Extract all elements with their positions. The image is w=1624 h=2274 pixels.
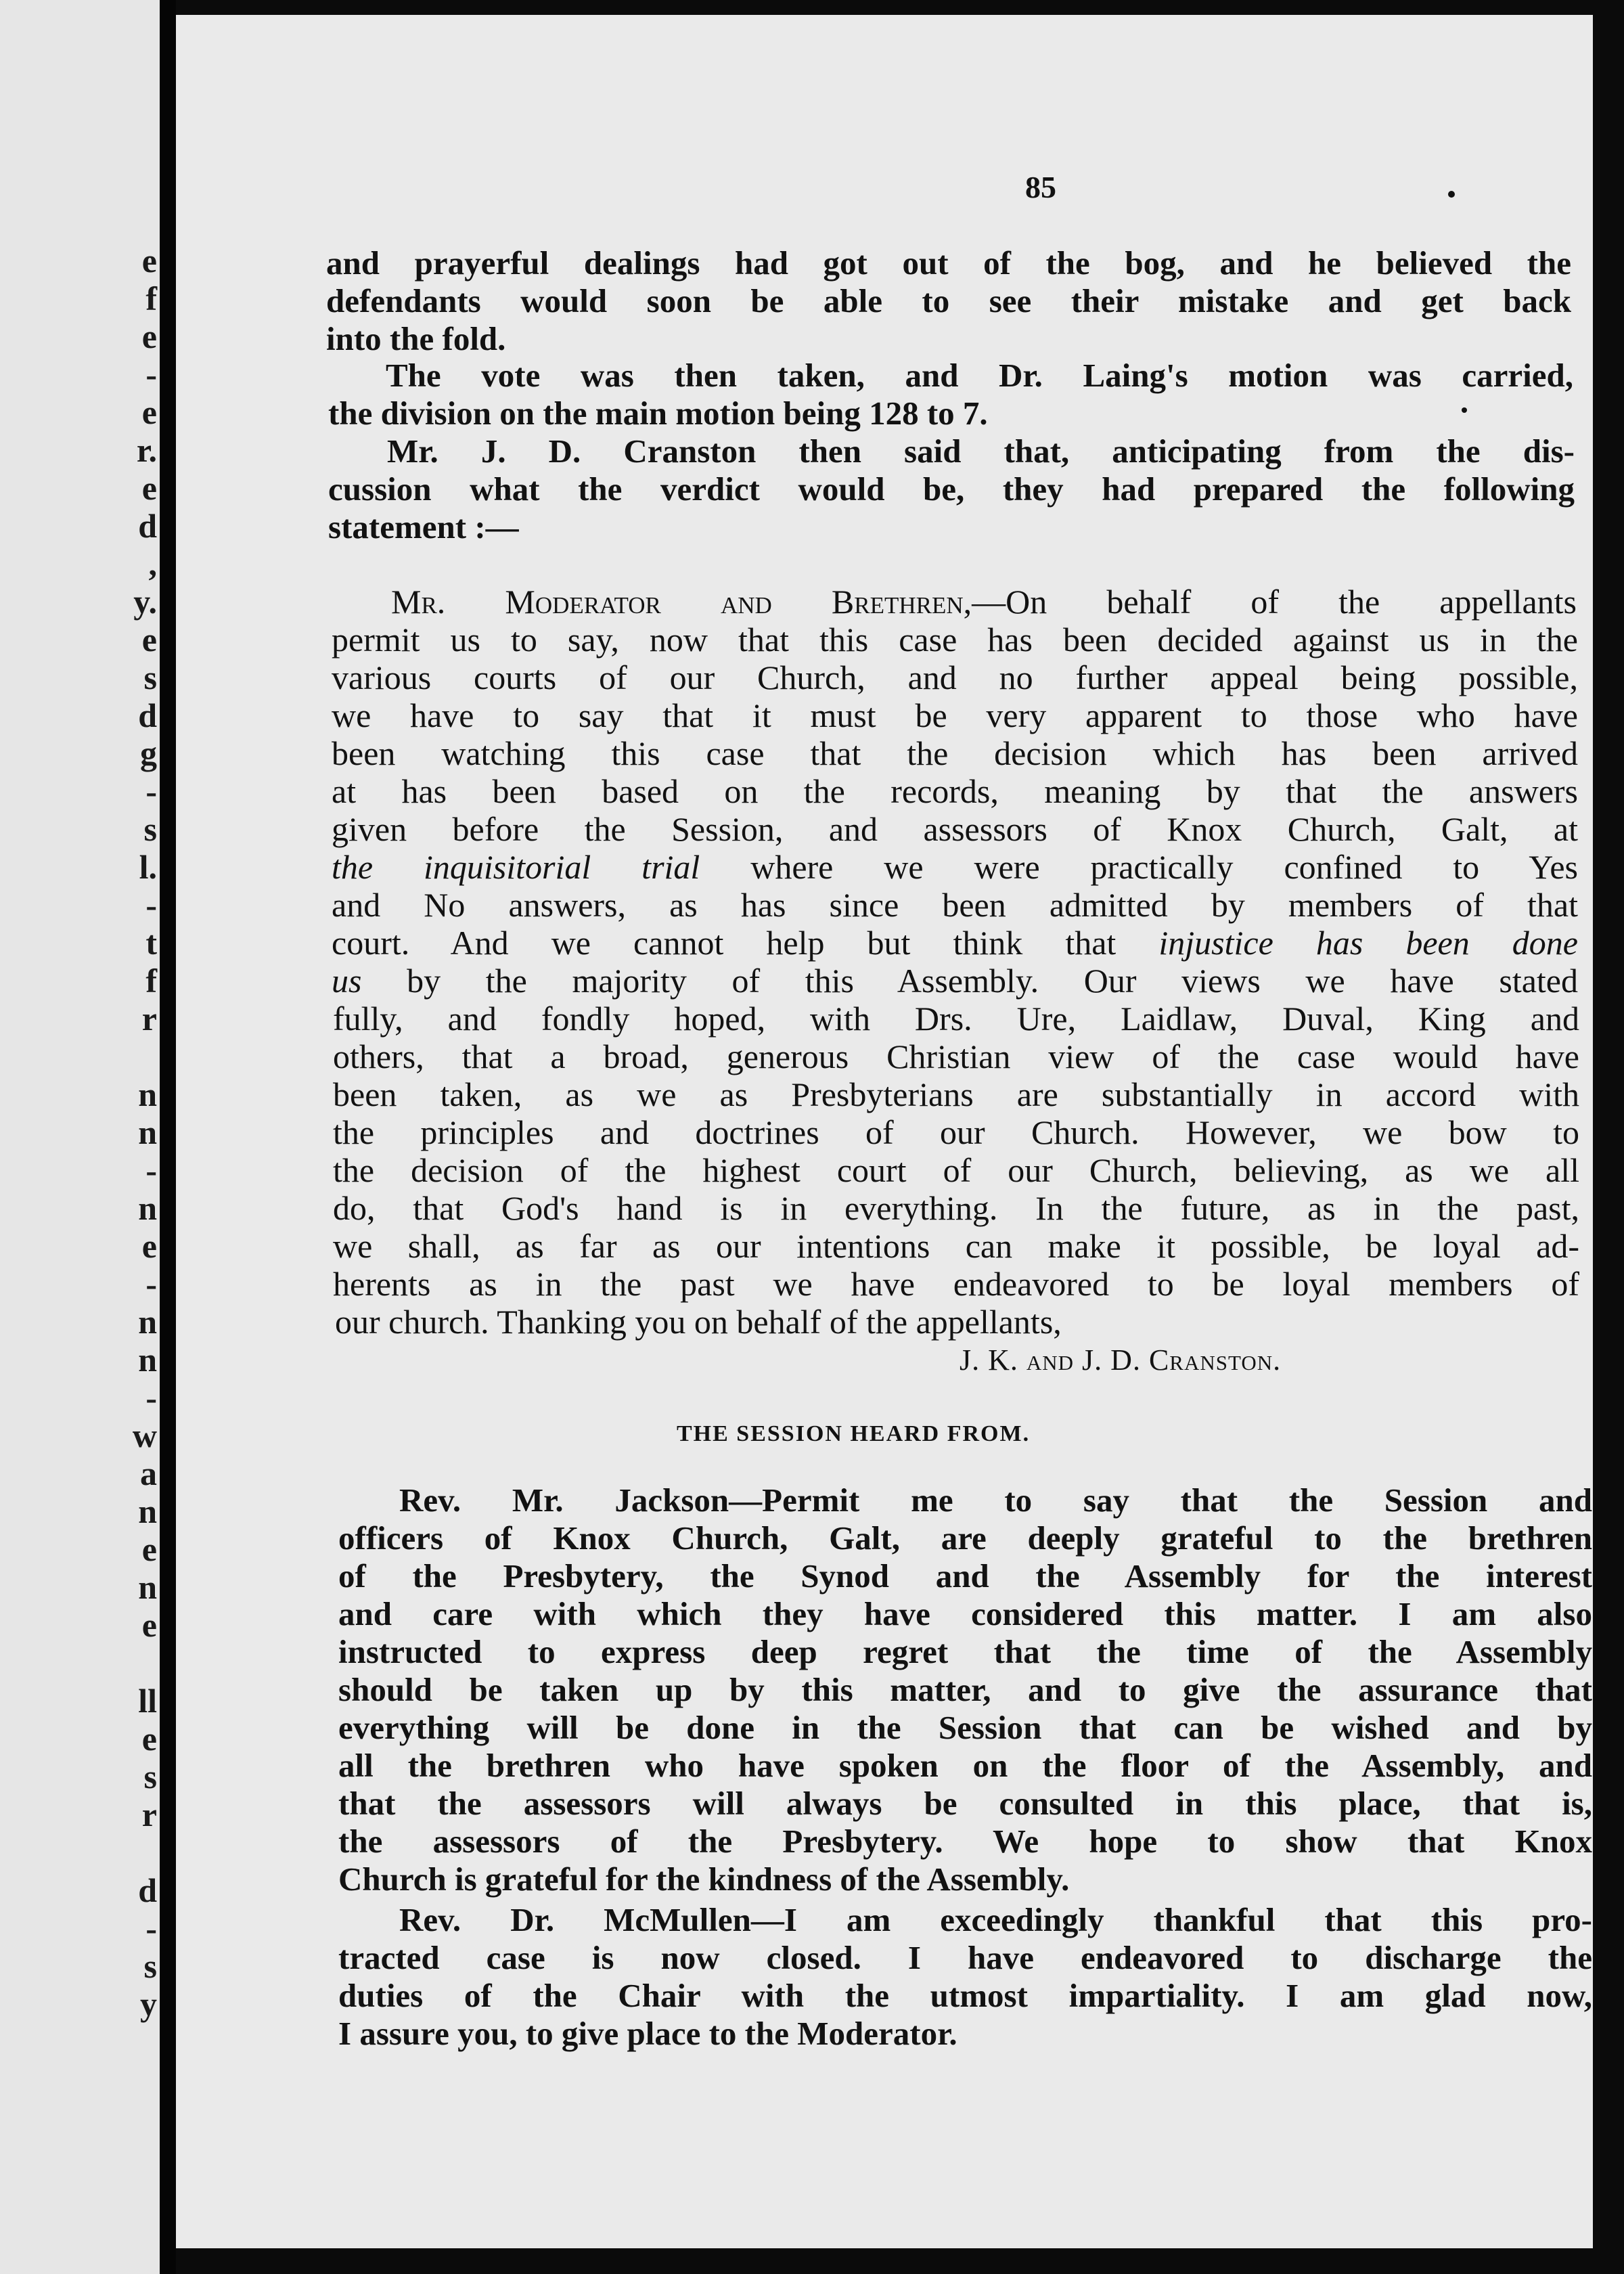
text-line: the division on the main motion being 128 to 7. [328,395,988,432]
text-line: officers of Knox Church, Galt, are deeply grateful to the brethren [338,1519,1592,1557]
statement-line: at has been based on the records, meaning by that the answers [332,772,1578,810]
text-line: The vote was then taken, and Dr. Laing's motion was carried, [386,357,1573,394]
previous-page-fragment: g [140,734,157,772]
statement-line: herents as in the past we have endeavored to be loyal members of [333,1265,1579,1303]
previous-page-fragment: e [141,1606,157,1644]
previous-page-fragment: e [141,393,157,431]
previous-page-fragment: n [138,1075,157,1113]
statement-line: our church. Thanking you on behalf of the appellants, [335,1303,1062,1341]
page-gutter [160,0,176,2274]
statement-line: us by the majority of this Assembly. Our views we have stated [332,962,1578,1000]
previous-page-fragment: n [138,1492,157,1530]
previous-page-fragment: t [145,924,157,962]
statement-line: fully, and fondly hoped, with Drs. Ure, Laidlaw, Duval, King and [333,1000,1579,1038]
text-line: Church is grateful for the kindness of the Assembly. [338,1860,1070,1898]
text-line: Rev. Dr. McMullen—I am exceedingly thankful that this pro- [399,1901,1592,1938]
previous-page-fragment: a [140,1454,157,1492]
statement-line: the principles and doctrines of our Church. However, we bow to [333,1113,1579,1151]
print-speck [1462,407,1467,413]
signature: J. K. and J. D. Cranston. [960,1343,1282,1377]
previous-page-fragment: e [141,317,157,355]
statement-line: court. And we cannot help but think that injustice has been done [332,924,1578,962]
previous-page-fragment: - [145,1379,157,1417]
previous-page-fragment: s [143,1947,157,1985]
previous-page-fragment: - [145,886,157,924]
statement-line: permit us to say, now that this case has been decided against us in the [332,621,1578,659]
previous-page-fragment: e [141,242,157,280]
statement-line: given before the Session, and assessors of Knox Church, Galt, at [332,810,1578,848]
text-line: and care with which they have considered this matter. I am also [338,1595,1592,1632]
statement-line: been watching this case that the decision which has been arrived [332,734,1578,772]
previous-page-fragment: s [143,810,157,848]
previous-page-fragment: , [148,545,157,583]
previous-page-fragment: - [145,1265,157,1303]
salutation: Mr. Moderator and Brethren, [391,583,972,621]
previous-page-fragment: n [138,1568,157,1606]
text-line: I assure you, to give place to the Moderator. [338,2015,957,2052]
previous-page-fragment: w [132,1417,157,1454]
previous-page-fragment: e [141,1227,157,1265]
statement-line: we have to say that it must be very apparent to those who have [332,696,1578,734]
previous-page-fragment: d [138,1871,157,1909]
text-line: tracted case is now closed. I have endeavored to discharge the [338,1939,1592,1976]
statement-line: and No answers, as has since been admitted by members of that [332,886,1578,924]
text-line: the assessors of the Presbytery. We hope to show that Knox [338,1823,1592,1860]
previous-page-text-fragments [0,0,160,2274]
previous-page-fragment: - [145,1151,157,1189]
statement-line: been taken, as we as Presbyterians are substantially in accord with [333,1075,1579,1113]
previous-page-fragment: l. [139,848,157,886]
text-line: statement :— [328,508,519,545]
previous-page-fragment: d [138,696,157,734]
previous-page-fragment: n [138,1341,157,1379]
text-line: should be taken up by this matter, and to give the assurance that [338,1671,1592,1708]
text-line: cussion what the verdict would be, they had prepared the following [328,470,1575,508]
previous-page-fragment: - [145,355,157,393]
statement-line: various courts of our Church, and no further appeal being possible, [332,659,1578,696]
text-line: and prayerful dealings had got out of the bog, and he believed the [326,244,1571,282]
previous-page-fragment: n [138,1303,157,1341]
previous-page-fragment: f [145,280,157,317]
text-line: everything will be done in the Session that can be wished and by [338,1709,1592,1746]
text-line: all the brethren who have spoken on the floor of the Assembly, and [338,1747,1592,1784]
previous-page-fragment: r [141,1796,157,1833]
text-line: defendants would soon be able to see their mistake and get back [326,282,1571,319]
previous-page-fragment: e [141,469,157,507]
previous-page-fragment: e [141,1530,157,1568]
statement-line: do, that God's hand is in everything. In the future, as in the past, [333,1189,1579,1227]
section-heading: THE SESSION HEARD FROM. [677,1421,1031,1446]
page-number: 85 [1025,170,1056,204]
previous-page-fragment: r. [136,431,157,469]
previous-page-fragment: r [141,1000,157,1038]
previous-page-fragment: s [143,659,157,696]
text-line: duties of the Chair with the utmost impartiality. I am glad now, [338,1977,1592,2014]
statement-line: the inquisitorial trial where we were practically confined to Yes [332,848,1578,886]
statement-line: we shall, as far as our intentions can make it possible, be loyal ad- [333,1227,1579,1265]
text-line: Mr. J. D. Cranston then said that, anticipating from the dis- [387,432,1575,470]
page-edge-shadow [1593,0,1624,2274]
text-line: instructed to express deep regret that the time of the Assembly [338,1633,1592,1670]
text-line: Rev. Mr. Jackson—Permit me to say that the Session and [399,1481,1592,1519]
previous-page-fragment: d [138,507,157,545]
text-line: into the fold. [326,320,506,357]
text-line: that the assessors will always be consulted in this place, that is, [338,1785,1592,1822]
text-line: of the Presbytery, the Synod and the Assembly for the interest [338,1557,1592,1595]
previous-page-fragment: e [141,621,157,659]
print-speck [1448,191,1455,198]
statement-line: Mr. Moderator and Brethren,—On behalf of the appellants [391,583,1577,621]
document-page [176,15,1593,2248]
previous-page-fragment: s [143,1758,157,1796]
previous-page-fragment: ll [138,1682,157,1720]
previous-page-fragment: - [145,1909,157,1947]
previous-page-fragment: e [141,1720,157,1758]
previous-page-fragment: n [138,1189,157,1227]
previous-page-fragment: - [145,772,157,810]
previous-page-fragment: y [140,1985,157,2023]
previous-page-fragment: n [138,1113,157,1151]
previous-page-fragment: y. [133,583,157,621]
statement-line: others, that a broad, generous Christian view of the case would have [333,1038,1579,1075]
previous-page-fragment: f [145,962,157,1000]
statement-line: the decision of the highest court of our Church, believing, as we all [333,1151,1579,1189]
